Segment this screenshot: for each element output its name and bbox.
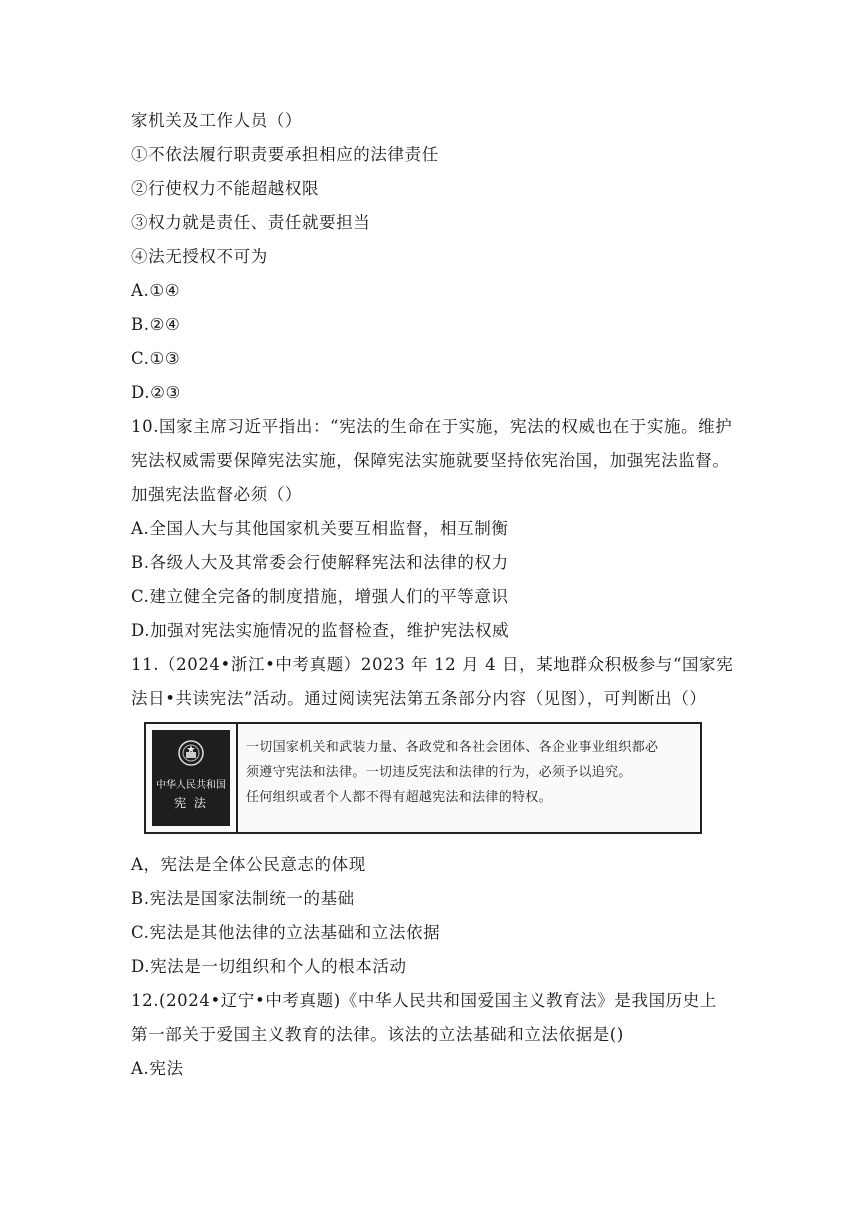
q11-stem-line-2: 法日•共读宪法”活动。通过阅读宪法第五条部分内容（见图），可判断出（）	[131, 689, 707, 708]
q10-stem-line-3: 加强宪法监督必须（）	[131, 485, 302, 504]
q9-option-b: B.②④	[131, 315, 181, 334]
figure-text-line-2: 须遵守宪法和法律。一切违反宪法和法律的行为，必须予以追究。	[246, 765, 632, 780]
constitution-excerpt-figure	[144, 722, 702, 834]
q11-option-d: D.宪法是一切组织和个人的根本活动	[131, 957, 407, 976]
q10-stem-line-1: 10.国家主席习近平指出：“宪法的生命在于实施，宪法的权威也在于实施。维护	[131, 417, 733, 436]
constitution-cover	[152, 730, 230, 826]
cover-title: 中华人民共和国	[156, 780, 226, 791]
q12-stem-line-1: 12.(2024•辽宁•中考真题)《中华人民共和国爱国主义教育法》是我国历史上	[131, 991, 717, 1010]
q11-option-b: B.宪法是国家法制统一的基础	[131, 889, 355, 908]
q11-option-a: A，宪法是全体公民意志的体现	[131, 855, 366, 874]
q9-option-d: D.②③	[131, 383, 181, 402]
q11-option-c: C.宪法是其他法律的立法基础和立法依据	[131, 923, 441, 942]
q10-option-b: B.各级人大及其常委会行使解释宪法和法律的权力	[131, 553, 509, 572]
q10-stem-line-2: 宪法权威需要保障宪法实施，保障宪法实施就要坚持依宪治国，加强宪法监督。	[131, 451, 730, 470]
figure-divider	[236, 724, 238, 832]
national-emblem-icon	[178, 740, 204, 766]
q11-stem-line-1: 11.（2024•浙江•中考真题）2023 年 12 月 4 日，某地群众积极参与“国家宪	[131, 655, 734, 674]
q10-option-c: C.建立健全完备的制度措施，增强人们的平等意识	[131, 587, 509, 606]
q9-statement-4: ④法无授权不可为	[131, 247, 268, 266]
q12-stem-line-2: 第一部关于爱国主义教育的法律。该法的立法基础和立法依据是()	[131, 1025, 624, 1044]
q9-stem-tail: 家机关及工作人员（）	[131, 111, 302, 130]
q9-statement-2: ②行使权力不能超越权限	[131, 179, 320, 198]
q9-statement-3: ③权力就是责任、责任就要担当	[131, 213, 371, 232]
q10-option-a: A.全国人大与其他国家机关要互相监督，相互制衡	[131, 519, 509, 538]
q9-option-a: A.①④	[131, 281, 181, 300]
q9-statement-1: ①不依法履行职责要承担相应的法律责任	[131, 145, 439, 164]
q10-option-d: D.加强对宪法实施情况的监督检查，维护宪法权威	[131, 621, 510, 640]
q12-option-a: A.宪法	[131, 1059, 184, 1078]
q9-option-c: C.①③	[131, 349, 181, 368]
cover-subtitle: 宪 法	[174, 796, 208, 810]
figure-text-line-3: 任何组织或者个人都不得有超越宪法和法律的特权。	[246, 790, 552, 805]
figure-text-line-1: 一切国家机关和武装力量、各政党和各社会团体、各企业事业组织都必	[246, 740, 659, 755]
